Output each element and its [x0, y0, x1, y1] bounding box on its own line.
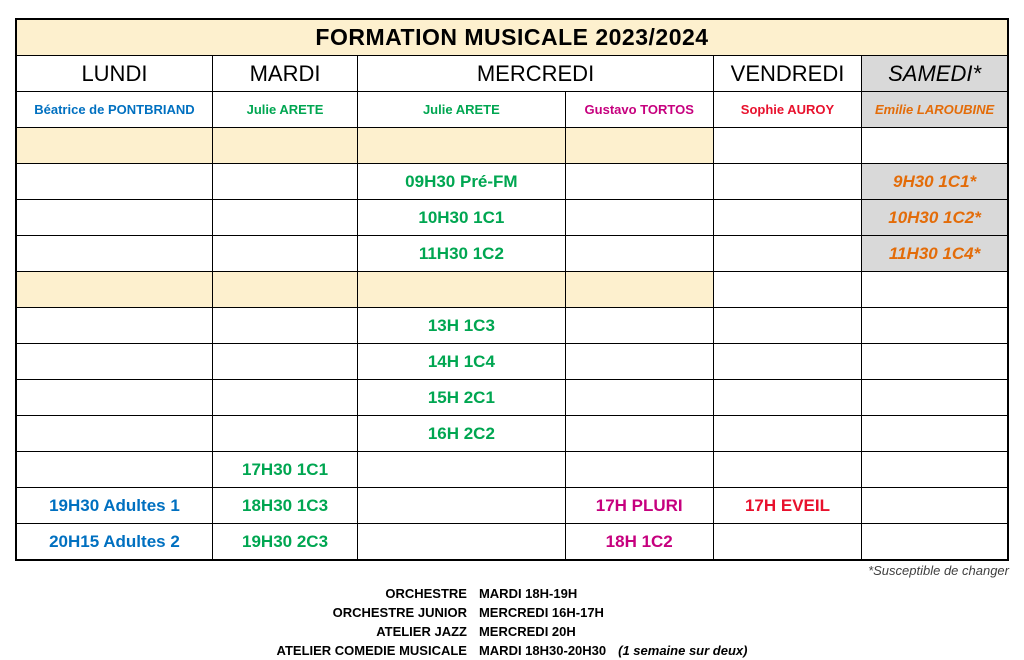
cell-vendredi	[713, 416, 861, 452]
cell-mercredi-2	[565, 416, 713, 452]
activity-extra	[612, 622, 753, 641]
cell-mardi: 17H30 1C1	[212, 452, 357, 488]
table-row	[16, 200, 1008, 236]
schedule-table	[15, 18, 1009, 561]
cell-mercredi-1: 14H 1C4	[358, 344, 565, 380]
cell-samedi	[862, 524, 1008, 561]
cell-mercredi-2	[565, 164, 713, 200]
cell-mardi	[212, 164, 357, 200]
spacer-cell	[16, 272, 212, 308]
cell-vendredi	[713, 236, 861, 272]
cell-samedi: 9H30 1C1*	[862, 164, 1008, 200]
spacer-cell	[565, 128, 713, 164]
cell-samedi	[862, 308, 1008, 344]
activity-label: ATELIER JAZZ	[376, 624, 467, 639]
cell-samedi: 10H30 1C2*	[862, 200, 1008, 236]
cell-vendredi	[713, 380, 861, 416]
spacer-cell	[16, 128, 212, 164]
activity-value: MARDI 18H-19H	[478, 586, 578, 601]
cell-lundi	[16, 308, 212, 344]
extra-activities	[0, 584, 1024, 660]
cell-samedi	[862, 452, 1008, 488]
teacher-mercredi-1: Julie ARETE	[358, 92, 565, 128]
cell-mercredi-1: 16H 2C2	[358, 416, 565, 452]
spacer-row-morning	[16, 128, 1008, 164]
list-item	[271, 603, 754, 622]
cell-lundi	[16, 380, 212, 416]
schedule-page	[0, 18, 1024, 658]
cell-mercredi-1	[358, 524, 565, 561]
list-item	[271, 641, 754, 660]
teacher-vendredi: Sophie AUROY	[713, 92, 861, 128]
table-row	[16, 344, 1008, 380]
cell-mardi: 18H30 1C3	[212, 488, 357, 524]
cell-mardi	[212, 308, 357, 344]
table-row	[16, 488, 1008, 524]
day-header-mardi: MARDI	[212, 56, 357, 92]
table-row	[16, 452, 1008, 488]
cell-mardi	[212, 236, 357, 272]
activity-value: MERCREDI 16H-17H	[478, 605, 604, 620]
spacer-cell	[713, 272, 861, 308]
day-header-row	[16, 56, 1008, 92]
cell-lundi: 19H30 Adultes 1	[16, 488, 212, 524]
cell-vendredi	[713, 308, 861, 344]
table-row	[16, 308, 1008, 344]
table-row	[16, 524, 1008, 561]
cell-samedi	[862, 416, 1008, 452]
cell-samedi	[862, 344, 1008, 380]
cell-vendredi	[713, 344, 861, 380]
cell-lundi	[16, 236, 212, 272]
teacher-mercredi-2: Gustavo TORTOS	[565, 92, 713, 128]
cell-mercredi-1	[358, 452, 565, 488]
cell-mardi	[212, 416, 357, 452]
cell-mercredi-1: 09H30 Pré-FM	[358, 164, 565, 200]
teacher-mardi: Julie ARETE	[212, 92, 357, 128]
activity-extra	[612, 603, 753, 622]
cell-lundi	[16, 344, 212, 380]
cell-samedi	[862, 488, 1008, 524]
activity-label: ORCHESTRE	[385, 586, 467, 601]
cell-lundi	[16, 452, 212, 488]
cell-mercredi-2	[565, 452, 713, 488]
spacer-cell	[358, 272, 565, 308]
activity-extra	[612, 584, 753, 603]
cell-lundi	[16, 200, 212, 236]
cell-lundi	[16, 164, 212, 200]
spacer-row-afternoon	[16, 272, 1008, 308]
table-row	[16, 380, 1008, 416]
extra-activities-table	[271, 584, 754, 660]
activity-extra: (1 semaine sur deux)	[618, 643, 748, 658]
cell-mercredi-2	[565, 236, 713, 272]
cell-vendredi	[713, 164, 861, 200]
day-header-vendredi: VENDREDI	[713, 56, 861, 92]
cell-mercredi-2	[565, 380, 713, 416]
teacher-row	[16, 92, 1008, 128]
cell-mercredi-1: 10H30 1C1	[358, 200, 565, 236]
table-row	[16, 416, 1008, 452]
cell-mardi	[212, 380, 357, 416]
cell-vendredi	[713, 200, 861, 236]
cell-mercredi-2	[565, 308, 713, 344]
activity-label: ATELIER COMEDIE MUSICALE	[276, 643, 467, 658]
cell-mercredi-1: 15H 2C1	[358, 380, 565, 416]
cell-mercredi-2: 17H PLURI	[565, 488, 713, 524]
day-header-mercredi: MERCREDI	[358, 56, 714, 92]
footnote: *Susceptible de changer	[868, 563, 1009, 578]
cell-samedi: 11H30 1C4*	[862, 236, 1008, 272]
activity-label: ORCHESTRE JUNIOR	[332, 605, 467, 620]
cell-mardi: 19H30 2C3	[212, 524, 357, 561]
table-row	[16, 164, 1008, 200]
cell-lundi: 20H15 Adultes 2	[16, 524, 212, 561]
teacher-samedi: Emilie LAROUBINE	[862, 92, 1008, 128]
cell-mardi	[212, 200, 357, 236]
cell-mercredi-1	[358, 488, 565, 524]
spacer-cell	[862, 272, 1008, 308]
cell-mercredi-1: 13H 1C3	[358, 308, 565, 344]
cell-mardi	[212, 344, 357, 380]
spacer-cell	[713, 128, 861, 164]
list-item	[271, 584, 754, 603]
cell-lundi	[16, 416, 212, 452]
cell-mercredi-2	[565, 200, 713, 236]
teacher-lundi: Béatrice de PONTBRIAND	[16, 92, 212, 128]
spacer-cell	[212, 272, 357, 308]
activity-value: MERCREDI 20H	[478, 624, 576, 639]
cell-samedi	[862, 380, 1008, 416]
activity-value: MARDI 18H30-20H30	[478, 643, 607, 658]
title-row	[16, 19, 1008, 56]
page-title: FORMATION MUSICALE 2023/2024	[16, 19, 1008, 56]
spacer-cell	[358, 128, 565, 164]
cell-mercredi-2: 18H 1C2	[565, 524, 713, 561]
spacer-cell	[212, 128, 357, 164]
table-row	[16, 236, 1008, 272]
spacer-cell	[862, 128, 1008, 164]
cell-vendredi	[713, 524, 861, 561]
cell-mercredi-2	[565, 344, 713, 380]
cell-vendredi	[713, 452, 861, 488]
day-header-lundi: LUNDI	[16, 56, 212, 92]
cell-vendredi: 17H EVEIL	[713, 488, 861, 524]
list-item	[271, 622, 754, 641]
day-header-samedi: SAMEDI*	[862, 56, 1008, 92]
spacer-cell	[565, 272, 713, 308]
cell-mercredi-1: 11H30 1C2	[358, 236, 565, 272]
